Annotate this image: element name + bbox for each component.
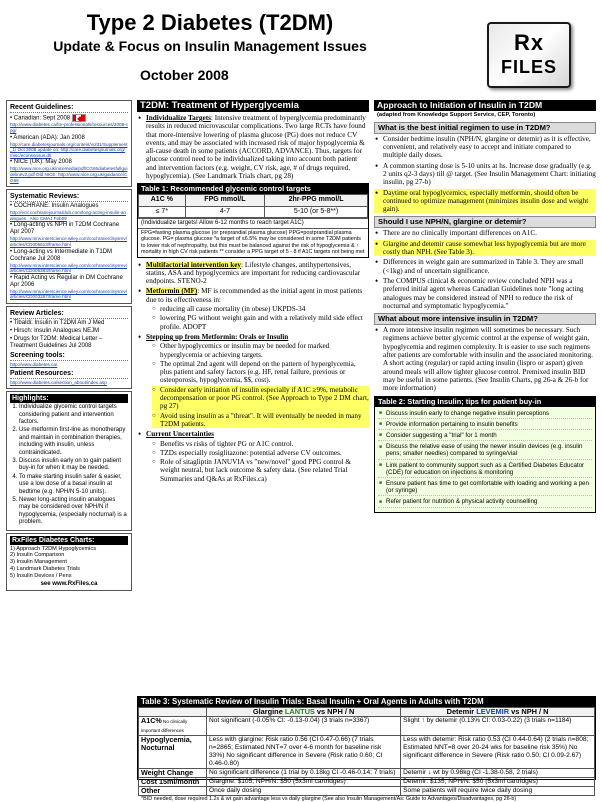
- table1-header-a1c: A1C %: [139, 195, 186, 206]
- table3-detemir-cell: Slight ↑ by detemir (0.13% CI: 0.03-0.22) (3 trials n=1184): [401, 717, 595, 736]
- question1-list: [374, 135, 596, 214]
- systematic-reviews-heading: Systematic Reviews:: [10, 192, 128, 202]
- guideline-item: [10, 135, 128, 159]
- table3-glargine-cell: Less with glargine: Risk ratio 0.56 (CI 0.47-0.66) (7 trials n=2865; Estimated NNT=7 over 4-6 month for baseline risk 33%) No significant difference in Severe (Risk ratio 0.60; CI 0.46-0.80): [207, 736, 401, 769]
- stepping-up-sub-item: ○ Consider early initiation of insulin especially if A1C ≥9%, metabolic decompensation or poor PG control. (See Approach to Type 2 DM chart, pg 27): [152, 386, 369, 411]
- screening-tools-heading: Screening tools:: [10, 351, 128, 361]
- table3-row: [139, 736, 595, 769]
- metformin-sub-item: ○ lowering PG without weight gain and with a relatively mild side effect profile. ADOPT: [152, 314, 369, 331]
- table1-caption: Table 1: Recommended glycemic control targets: [138, 184, 368, 194]
- table3-caption: Table 3: Systematic Review of Insulin Trials: Basal Insulin + Oral Agents in Adults with T2DM: [138, 697, 595, 707]
- systematic-review-item-name: • Long-acting vs Intermediate in T1DM Cochrane Jul 2008: [10, 248, 113, 262]
- highlight-item: 5. Newer long-acting insulin analogues may be considered over NPH/N if hypoglycemia, (especially nocturnal) is a problem.: [19, 497, 128, 527]
- table3-detemir-cell: Detemir ↓ wt by 0.98kg (CI -1.38-0.58, 2 trials): [401, 769, 595, 778]
- detemir-suffix: vs NPH / N: [509, 707, 549, 716]
- table2-tip-item: ■ Ensure patient has time to get comfortable with loading and working a pen (or syringe): [378, 480, 592, 496]
- guideline-item: [10, 114, 128, 134]
- rxfiles-website-link[interactable]: see www.RxFiles.ca: [40, 580, 98, 587]
- glargine-suffix: vs NPH / N: [314, 707, 355, 716]
- metformin-text: : MF is recommended as the initial agent in most patients due to its effectiveness in:: [146, 287, 363, 304]
- systematic-review-item: [10, 203, 128, 221]
- guideline-item-link[interactable]: http://www.nice.org.uk/nicemedia/pdf/CG66diabetesfullguidelinev2.pdf Old NICE: http://www.nice.org.uk/guidance/CG66: [10, 166, 128, 183]
- table3-detemir-cell: Detemir: $135; NPH/N: $50 (5x3ml cartridges): [401, 778, 595, 787]
- recent-guidelines-list: [10, 114, 128, 183]
- stepping-up-sub-item: ○ Avoid using insulin as a "threat". It will eventually be needed in many T2DM patients.: [152, 412, 369, 429]
- rxfiles-charts-list: [10, 546, 128, 580]
- table1-value-a1c: ≤ 7*: [139, 206, 186, 217]
- highlight-item: 4. To make starting insulin safer & easier, use a low dose of a basal insulin at bedtime (e.g. NPH/N 5-10 units).: [19, 474, 128, 496]
- table3-glargine-cell: Glargine: $105; NPH/N: $50 (5x3ml cartridges): [207, 778, 401, 787]
- rxfiles-chart-item: 4) Landmark Diabetes Trials: [10, 566, 80, 573]
- uncertainty-sub-item: ○ Role of sitagliptin JANUVIA vs "new/novel" good PPG control & weight neutral, but lack outcome & safety data. (See related Trial Summaries and Q&As at RxFiles.ca): [152, 458, 369, 483]
- table1-grid: [138, 194, 368, 218]
- rxfiles-charts-box: [6, 533, 132, 591]
- treatment-heading: T2DM: Treatment of Hyperglycemia: [137, 100, 369, 112]
- table3-grid: [138, 707, 595, 796]
- page-title: Type 2 Diabetes (T2DM): [86, 10, 334, 35]
- highlight-item: 3. Discuss insulin early on to gain patient buy-in for when it may be needed.: [19, 458, 128, 473]
- table1-value-fpg: 4-7: [185, 206, 264, 217]
- review-article-item-name: • Tibaldi: Insulin in T2DM Am J Med: [10, 319, 105, 326]
- question1-item: • Daytime oral hypoglycemics, especially metformin, should often be continued to optimize management (minimizes insulin dose and weight gain).: [374, 189, 596, 214]
- review-article-item: [10, 328, 128, 335]
- multifactorial-text: : Lifestyle changes, antihypertensives, statins, ASA and hypoglycemics are important for reducing cardiovascular endpoints. STENO-2: [146, 260, 361, 286]
- levemir-brand: LEVEMIR: [476, 707, 510, 716]
- page-header: [0, 0, 601, 92]
- rxfiles-chart-item: 2) Insulin Comparison: [10, 552, 65, 559]
- insulin-initiation-source: (adapted from Knowledge Support Service, CEP, Toronto): [377, 111, 536, 118]
- stepping-up-sub-list: [146, 342, 369, 428]
- stepping-up-bullet: [137, 333, 369, 428]
- treatment-bullets-continued: [137, 261, 369, 483]
- table3-row: [139, 787, 595, 796]
- table3-row-label: [139, 717, 207, 736]
- table2-tip-item: ■ Discuss insulin early to change negative insulin perceptions: [378, 410, 592, 419]
- question2-item: • Glargine and detemir cause somewhat less hypoglycemia but are more costly than NPH. (See Table 3).: [374, 240, 596, 257]
- treatment-section: [137, 100, 369, 692]
- table2-caption: Table 2: Starting Insulin; tips for patient buy-in: [375, 397, 595, 407]
- table2-tip-item: ■ Link patient to community support such as a Certified Diabetes Educator (CDE) for education on injections & monitoring: [378, 462, 592, 478]
- guideline-item-name: • American (ADA): Jan 2008: [10, 134, 85, 141]
- stepping-up-label: Stepping up from Metformin: Orals or Insulin: [146, 332, 289, 341]
- canada-flag-icon: [72, 114, 86, 122]
- uncertainties-sub-list: [146, 440, 369, 483]
- review-article-item: [10, 336, 128, 350]
- patient-resources-heading: Patient Resources:: [10, 369, 128, 379]
- question1-item: • Consider bedtime insulin (NPH/N, glargine or detemir) as it is effective, convenient, and relatively easy to accept and initiate compared to multiple daily doses.: [374, 135, 596, 160]
- table2-buy-in-tips: [374, 396, 596, 513]
- systematic-reviews-list: [10, 203, 128, 300]
- table3-row: [139, 769, 595, 778]
- table3-row-label-text: Cost 15ml/month: [141, 777, 200, 786]
- question3-heading: What about more intensive insulin in T2DM?: [374, 313, 596, 325]
- question2-list: [374, 229, 596, 310]
- systematic-review-item: [10, 222, 128, 247]
- sidebar: [6, 100, 132, 780]
- table2-tip-item: ■ Discuss the relative ease of using the newer insulin devices (e.g. insulin pens; smaller needles) compared to syringe/vial: [378, 443, 592, 459]
- treatment-bullets: [137, 114, 369, 180]
- systematic-review-item-link[interactable]: http://www.mrw.interscience.wiley.com/cochrane/clsysrev/articles/CD003287/frame.html: [10, 288, 128, 300]
- highlight-item: 2. Use metformin first-line as monotherapy and maintain in combination therapies, including with insulin, unless contraindicated.: [19, 427, 128, 457]
- guideline-item-name: • NICE (UK): May 2008: [10, 159, 72, 166]
- multifactorial-bullet: [137, 261, 369, 286]
- table3-body: [139, 717, 595, 796]
- patient-resources-item: [10, 380, 128, 386]
- rxfiles-logo: [487, 22, 571, 88]
- table1-header-fpg: FPG mmol/L: [185, 195, 264, 206]
- highlights-heading: Highlights:: [10, 394, 128, 403]
- table2-tip-item: ■ Provide information pertaining to insulin benefits: [378, 421, 592, 430]
- table3-glargine-cell: No significant difference (1 trial by 0.18kg CI -0.46-0.14; 7 trials): [207, 769, 401, 778]
- question3-list: [374, 326, 596, 392]
- table1-glycemic-targets: [137, 183, 369, 257]
- stepping-up-sub-item: ○ Other hypoglycemics or insulin may be needed for marked hyperglycemia or achieving targets.: [152, 342, 369, 359]
- table2-tip-item: ■ Refer patient for nutrition & physical activity counselling: [378, 498, 592, 507]
- review-article-item: [10, 320, 128, 327]
- systematic-review-item-name: • COCHRANE: Insulin Analogues: [10, 203, 99, 210]
- table3-row-note: No clinically important differences: [141, 719, 188, 733]
- individualize-targets-bullet: [137, 114, 369, 180]
- page-subtitle: Update & Focus on Insulin Management Issues: [53, 38, 367, 54]
- table1-value-ppg: 5-10 (or 5-8**): [265, 206, 368, 217]
- question2-item: • There are no clinically important differences on A1C.: [374, 229, 596, 237]
- table3-row-label-text: Hypoglycemia, Nocturnal: [141, 735, 192, 752]
- insulin-initiation-heading: Approach to Initiation of Insulin in T2DM: [374, 100, 596, 111]
- question2-item: • Differences in weight gain are summarized in Table 3. They are small (<1kg) and of uncertain significance.: [374, 258, 596, 275]
- review-articles-list: [10, 320, 128, 350]
- metformin-bullet: [137, 287, 369, 330]
- table3-detemir-cell: Some patients will require twice daily dosing: [401, 787, 595, 796]
- maple-leaf-icon: [77, 116, 83, 122]
- table3-header-glargine: [207, 708, 401, 717]
- screening-tools-item: [10, 362, 128, 368]
- review-article-item-name: • Drugs for T2DM: Medical Letter – Treatment Guidelines Jul 2008: [10, 335, 103, 349]
- guideline-item-link[interactable]: http://www.diabetes.ca/for-professionals/resources/2008-cpg/: [10, 122, 128, 134]
- rxfiles-chart-item: 3) Insulin Management: [10, 559, 67, 566]
- table3-row-label: [139, 736, 207, 769]
- table3-header-detemir: [401, 708, 595, 717]
- table3-row-label: [139, 787, 207, 796]
- screening-tools-link[interactable]: http://www.diabetes.ca/: [10, 361, 58, 367]
- review-articles-box: [6, 306, 132, 389]
- systematic-review-item-name: • Long-acting vs NPH in T2DM Cochrane Apr 2007: [10, 222, 120, 236]
- table3-glargine-cell: Once daily dosing: [207, 787, 401, 796]
- individualize-targets-text: : Intensive treatment of hyperglycemia predominantly results in reduced microvascular complications. Two large RCTs have found that more-intensive lowering of plasma glucose (PG) does not reduce CV events, and may be associated with increased risk of major hypoglycemia & all-cause death in some patients (ACCORD, ADVANCE). Thus, targets for glucose control need to be individualized taking into account both patient and intervention factors (e.g. weight, CV risk, age, # of drugs required, hypoglycemia). (See Landmark Trials chart, pg 28): [146, 114, 366, 181]
- publication-date: October 2008: [140, 67, 229, 83]
- systematic-review-item-link[interactable]: http://ecit.cochranejournalclub.com/long-acting-insulin-analogues ; Also CMAJ Feb09: [10, 210, 126, 221]
- table3-glargine-cell: Not significant (-0.05% CI: -0.13-0.04) (3 trials n=3367): [207, 717, 401, 736]
- glargine-name: Glargine: [252, 707, 283, 716]
- table1-footnotes: FPG=fasting plasma glucose (or preprandial plasma glucose) PPG=postprandial plasma glucose. PG= plasma glucose *a target of ≤6.5% may be considered in some T2DM patients to lower risk of nephropathy, but this must be balanced against the risk of hypoglycemia & ↑ mortality in high CV risk patients ** consider a PPG target of 5 - 8 if A1C targets not being met: [138, 228, 368, 257]
- metformin-sub-item: ○ reducing all cause mortality (in obese) UKPDS-34: [152, 305, 369, 313]
- uncertainties-label: Current Uncertainties: [146, 430, 214, 439]
- highlights-list: [10, 404, 128, 527]
- individualize-targets-label: Individualize Targets: [146, 114, 211, 122]
- question1-heading: What is the best initial regimen to use in T2DM?: [374, 122, 596, 134]
- rxfiles-charts-heading: RxFiles Diabetes Charts:: [10, 536, 128, 545]
- highlight-item: 1. Individualize glycemic control targets considering patient and intervention factors.: [19, 404, 128, 426]
- guideline-item-link[interactable]: http://care.diabetesjournals.org/content/vol31/Supplement_1/ Oct 2008 update on: http://care.diabetesjournals.org/misc/econsensus.dtl: [10, 141, 128, 158]
- systematic-review-item-link[interactable]: http://www.mrw.interscience.wiley.com/cochrane/clsysrev/articles/CD005613/frame.html: [10, 236, 128, 248]
- guideline-item: [10, 159, 128, 183]
- uncertainties-bullet: [137, 430, 369, 483]
- systematic-review-item: [10, 249, 128, 274]
- systematic-review-item-link[interactable]: http://www.mrw.interscience.wiley.com/cochrane/clsysrev/articles/CD006383/frame.html: [10, 262, 128, 274]
- insulin-initiation-section: [374, 100, 596, 692]
- uncertainty-sub-item: ○ Benefits vs risks of tighter PG or A1C control.: [152, 440, 369, 448]
- table2-list: [375, 408, 595, 512]
- systematic-review-item-name: • Rapid Acting vs Regular in DM Cochrane Apr 2006: [10, 274, 123, 288]
- review-articles-heading: Review Articles:: [10, 309, 128, 319]
- table1-header-ppg: 2hr-PPG mmol/L: [265, 195, 368, 206]
- table2-tip-item: ■ Consider suggesting a "trial" for 1 month: [378, 432, 592, 441]
- stepping-up-sub-item: ○ The optimal 2nd agent will depend on the pattern of hyperglycemia, plus patient and safety factors (e.g. HF, renal failure, previous or osteoporosis, hypoglycemia, $$, cost).: [152, 360, 369, 385]
- table3-footnote: *BID needed, dose required 1.2x & wt gain advantage less vs daily glargine (See also Insulin Management/As: Guide to Advantages/Disadvantages, pg 26-b): [141, 796, 517, 802]
- table3-row-label-text: A1C%: [141, 716, 162, 725]
- rxfiles-chart-item: 5) Insulin Devices / Pens: [10, 572, 72, 579]
- table3-insulin-trials: [137, 696, 596, 802]
- recent-guidelines-heading: Recent Guidelines:: [10, 103, 128, 113]
- table3-row: [139, 717, 595, 736]
- recent-guidelines-box: [6, 100, 132, 187]
- table3-row: [139, 778, 595, 787]
- question2-item: • The COMPUS clinical & economic review concluded NPH was a preferred initial agent whereas Canadian Guidelines note "long acting analogues may be considered instead of NPH to reduce the risk of nocturnal and symptomatic hypoglycemia.": [374, 277, 596, 310]
- guideline-item-name: • Canadian: Sept 2008: [10, 115, 71, 122]
- lantus-brand: LANTUS: [284, 707, 315, 716]
- logo-line1: Rx: [513, 30, 545, 55]
- highlights-box: [6, 391, 132, 531]
- question1-item: • A common starting dose is 5-10 units at hs. Increase dose gradually (e.g. 2 units q2-3 days) till @ target. (See Insulin Management Chart: initiating insulin, pg 27-b): [374, 162, 596, 187]
- question3-item: • A more intensive insulin regimen will sometimes be necessary. Such regimens achieve better glycemic control at the expense of weight gain, hypoglycemia and regimen complexity. It is easier to use such regimens after patients are comfortable with insulin and the associated monitoring. A short acting (regular) or rapid acting insulin (lispro or aspart) given around meals will allow tighter glucose control. Premixed insulin BID may be useful in some patients. (See Insulin Charts, pg 26-a & 26-b for more information): [374, 326, 596, 392]
- question2-heading: Should I use NPH/N, glargine or detemir?: [374, 216, 596, 228]
- multifactorial-label: Multifactorial intervention key: [146, 260, 242, 269]
- logo-line2: FILES: [500, 57, 557, 77]
- systematic-review-item: [10, 275, 128, 300]
- table1-note: (Individualize targets! Allow 6-12 months to reach target A1C): [138, 218, 368, 228]
- metformin-label: Metformin (MF): [146, 287, 198, 296]
- uncertainty-sub-item: ○ TZDs especially rosiglitazone: potential adverse CV outcomes.: [152, 449, 369, 457]
- table3-detemir-cell: Less with detemir: Risk ratio 0.53 (CI 0.44-0.64) (2 trials n=808; Estimated NNT=8 over 20-24 wks for baseline risk 35%) No significant difference in Severe (Risk ratio 0.50; CI 0.09-2.67): [401, 736, 595, 769]
- systematic-reviews-box: [6, 189, 132, 304]
- table3-row-label-text: Other: [141, 786, 161, 795]
- review-article-item-name: • Hirsch: Insulin Analogues NEJM: [10, 327, 100, 334]
- detemir-name: Detemir: [446, 707, 475, 716]
- rxfiles-chart-item: 1) Approach T2DM Hypoglycemics: [10, 545, 97, 552]
- table3-row-label-text: Weight Change: [141, 768, 194, 777]
- metformin-sub-list: [146, 305, 369, 331]
- patient-resources-link[interactable]: http://www.diabetes.ca/section_about/index.asp: [10, 379, 107, 385]
